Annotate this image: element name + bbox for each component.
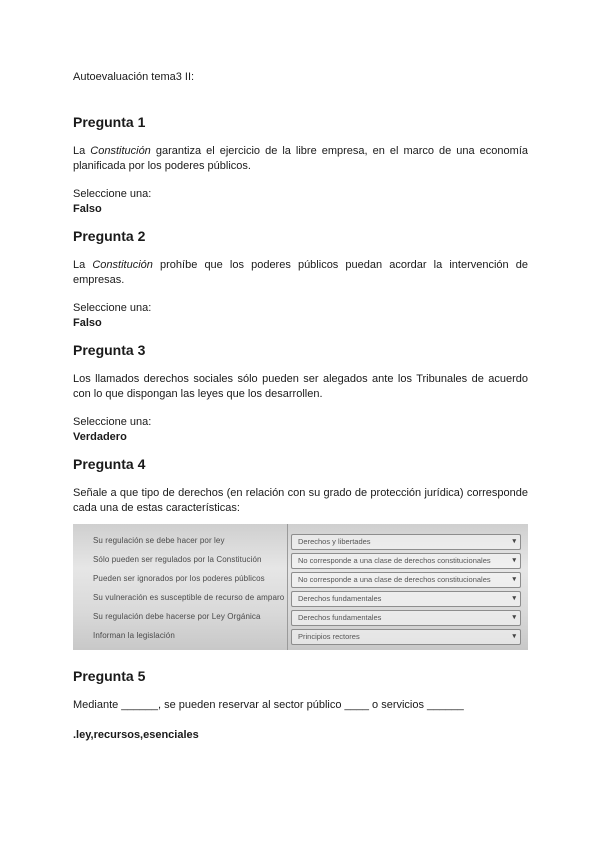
question-2 <box>73 228 528 331</box>
question-1-title: Pregunta 1 <box>73 114 146 130</box>
question-5-text: Mediante ______, se pueden reservar al sector público ____ o servicios ______ <box>73 699 464 711</box>
document-header: Autoevaluación tema3 II: <box>73 71 195 83</box>
question-1 <box>73 114 528 217</box>
question-2-answer: Falso <box>73 317 102 329</box>
match-row <box>73 532 528 552</box>
chevron-down-icon: ▾ <box>512 595 516 602</box>
match-row-select: No corresponde a una clase de derechos constitucionales ▾ <box>291 553 521 569</box>
question-5-answer: .ley,recursos,esenciales <box>73 729 199 741</box>
match-row-label: Su regulación debe hacerse por Ley Orgánica <box>93 612 261 621</box>
question-3 <box>73 342 528 445</box>
question-4 <box>73 456 528 516</box>
chevron-down-icon: ▾ <box>512 614 516 621</box>
question-1-select-label: Seleccione una: <box>73 188 152 200</box>
match-row <box>73 608 528 628</box>
question-3-select-label: Seleccione una: <box>73 416 152 428</box>
matching-question-photo <box>73 524 528 650</box>
question-5-title: Pregunta 5 <box>73 668 146 684</box>
question-4-title: Pregunta 4 <box>73 456 146 472</box>
question-4-text: Señale a que tipo de derechos (en relación con su grado de protección jurídica) corresponde cada una de estas características: <box>73 487 528 514</box>
match-row <box>73 627 528 647</box>
question-1-text: La Constitución garantiza el ejercicio de la libre empresa, en el marco de una economía planificada por los poderes públicos. <box>73 145 528 172</box>
match-row-label: Sólo pueden ser regulados por la Constitución <box>93 555 262 564</box>
question-2-title: Pregunta 2 <box>73 228 146 244</box>
chevron-down-icon: ▾ <box>512 538 516 545</box>
match-row-label: Pueden ser ignorados por los poderes públicos <box>93 574 265 583</box>
match-row <box>73 589 528 609</box>
match-row-label: Su regulación se debe hacer por ley <box>93 536 225 545</box>
match-row-select: Principios rectores ▾ <box>291 629 521 645</box>
question-2-select-label: Seleccione una: <box>73 302 152 314</box>
chevron-down-icon: ▾ <box>512 576 516 583</box>
match-row-select: Derechos y libertades ▾ <box>291 534 521 550</box>
match-row-label: Su vulneración es susceptible de recurso de amparo <box>93 593 285 602</box>
match-row-label: Informan la legislación <box>93 631 175 640</box>
question-3-title: Pregunta 3 <box>73 342 146 358</box>
chevron-down-icon: ▾ <box>512 557 516 564</box>
match-row-select: Derechos fundamentales ▾ <box>291 591 521 607</box>
question-1-answer: Falso <box>73 203 102 215</box>
match-row-select: Derechos fundamentales ▾ <box>291 610 521 626</box>
match-row <box>73 570 528 590</box>
question-2-text: La Constitución prohíbe que los poderes públicos puedan acordar la intervención de empresas. <box>73 259 528 286</box>
chevron-down-icon: ▾ <box>512 633 516 640</box>
question-3-text: Los llamados derechos sociales sólo pueden ser alegados ante los Tribunales de acuerdo con lo que dispongan las leyes que los desarrollen. <box>73 373 528 400</box>
match-row-select: No corresponde a una clase de derechos constitucionales ▾ <box>291 572 521 588</box>
match-row <box>73 551 528 571</box>
question-5 <box>73 668 528 743</box>
question-3-answer: Verdadero <box>73 431 127 443</box>
